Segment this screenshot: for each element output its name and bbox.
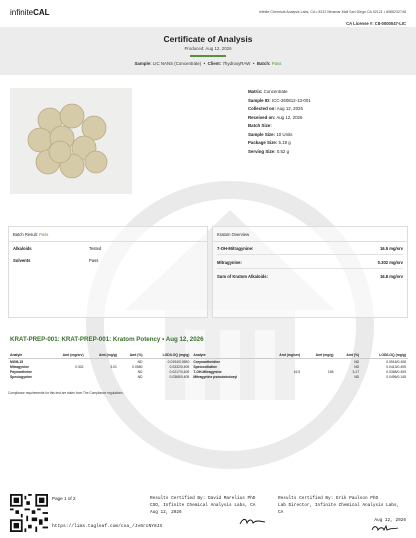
product-photo <box>10 88 132 194</box>
info-row: Serving Size: 0.52 g <box>248 148 290 154</box>
table-cell: Paynantheine <box>10 369 33 374</box>
produced-date: Produced: Aug 12, 2026 <box>184 46 232 51</box>
batch-result-panel <box>8 226 208 318</box>
solvents-status: Pass <box>89 258 99 263</box>
table-cell: ND <box>137 359 143 364</box>
table-cell: ND <box>354 375 360 380</box>
page-number: Page 1 of 2 <box>52 496 76 501</box>
table-cell: 7-OH-Mitragynine <box>193 369 222 374</box>
header <box>10 8 406 22</box>
lab-logo: infiniteCAL <box>10 8 50 17</box>
table-cell: 0.0368/0.405 <box>169 375 190 380</box>
kratom-overview-panel <box>212 226 408 318</box>
alkaloids-status: Tested <box>89 246 102 251</box>
table-cell: Speciociliatine <box>193 364 218 369</box>
table-cell <box>264 375 302 380</box>
table-cell <box>302 375 335 380</box>
signature-image <box>238 517 268 526</box>
table-cell: Speciogynine <box>10 375 33 380</box>
table-cell: ND <box>137 369 143 374</box>
table-row <box>8 375 408 380</box>
info-row: Matrix: Concentrate <box>248 89 288 94</box>
table-cell: 0.0496/0.145 <box>386 375 406 380</box>
table-cell: Corynantheidine <box>193 359 221 364</box>
table-cell: ND <box>354 364 360 369</box>
signature-block-cso: Results Certified By: David Marelius PhD CSO, Infinite Chemical Analysis Labs, CA Aug 12, 2026 <box>150 495 270 529</box>
table-cell: Mitragynine pseudoindoxyl <box>193 375 238 380</box>
table-cell: ND <box>354 359 360 364</box>
table-cell: Mitragynine <box>10 364 30 369</box>
table-cell: 3.17 <box>352 369 360 374</box>
sample-info <box>248 88 408 156</box>
info-row: Collected on: Aug 12, 2026 <box>248 106 303 111</box>
kratom-row-label: Mitragynine: <box>217 260 242 265</box>
lab-watermark <box>85 160 375 490</box>
coa-url[interactable]: https://lims.tagleaf.com/coa_/Jv6rcNY8JX <box>52 524 163 529</box>
signature-image <box>370 524 400 533</box>
table-cell: 0.0580 <box>132 364 143 369</box>
table-cell: 0.0368/0.405 <box>386 369 406 374</box>
kratom-overview-title: Kratom Overview <box>217 232 250 237</box>
table-header-row: Analyte Amt (mg/srv) Amt (mg/g) Amt (%) LOD/LOQ (mg/g) Analyte Amt (mg/srv) Amt (mg/g) Amt (%) LOD/LOQ (mg/g) <box>10 353 406 357</box>
compliance-note: Compliance requirements for this test are taken from The Compliance regulations. <box>8 391 124 395</box>
potency-section-title: KRAT-PREP-001: KRAT-PREP-001: Kratom Potency • Aug 12, 2026 <box>10 336 204 343</box>
table-cell: 16.5 <box>293 369 301 374</box>
sample-meta: Sample: LIC NANS (Concentrate) • Client: 7hydroxyRAW • Batch: Pass <box>134 61 282 66</box>
table-cell <box>86 375 119 380</box>
table-cell: 0.0413/0.405 <box>386 364 406 369</box>
info-row: Received on: Aug 12, 2026 <box>248 114 303 120</box>
signature-block-director: Results Certified By: Erik Paulson PhD Lab Director, Infinite Chemical Analysis Labs, CA Aug 12, 2026 <box>278 495 406 536</box>
info-row: Sample Size: 10 Units <box>248 131 293 137</box>
kratom-row-label: Sum of Kratom Alkaloids: <box>217 274 269 279</box>
alkaloids-label: Alkaloids <box>13 246 32 251</box>
table-cell <box>48 375 86 380</box>
table-cell: 3.01 <box>110 364 117 369</box>
table-cell: ND <box>137 375 143 380</box>
solvents-label: Solvents <box>13 258 31 263</box>
table-cell: MGM-15 <box>10 359 24 364</box>
kratom-row-value: 0.302 mg/srv <box>377 260 403 265</box>
table-cell: 0.0194/0.0580 <box>167 359 190 364</box>
info-row: Package Size: 5.19 g <box>248 140 291 145</box>
table-cell: 165 <box>327 369 334 374</box>
qr-code[interactable] <box>10 494 48 532</box>
table-cell: 0.0516/0.408 <box>386 359 406 364</box>
kratom-row-value: 16.5 mg/srv <box>379 246 403 251</box>
table-cell: 0.302 <box>75 364 84 369</box>
info-row: Sample ID: ICC-260812-13-001 <box>248 97 311 103</box>
title-divider <box>190 55 226 57</box>
kratom-row-label: 7-OH-Mitragynine: <box>217 246 254 251</box>
license-number: CA License #: C8-0000047-LIC <box>346 21 406 26</box>
page-title: Certificate of Analysis <box>163 34 253 44</box>
kratom-row-value: 16.8 mg/srv <box>379 274 403 279</box>
table-cell: 0.0332/0.405 <box>169 364 190 369</box>
lab-address: Infinite Chemical Analysis Labs, CA • 8312 Miramar Mall San Diego CA 92121 • 8586232748 <box>258 10 406 14</box>
footer <box>0 488 416 538</box>
table-cell: 0.0217/0.405 <box>169 369 190 374</box>
info-row: Batch Size: <box>248 123 272 128</box>
batch-result: Batch Result: Pass <box>13 232 49 237</box>
potency-table <box>8 352 408 380</box>
